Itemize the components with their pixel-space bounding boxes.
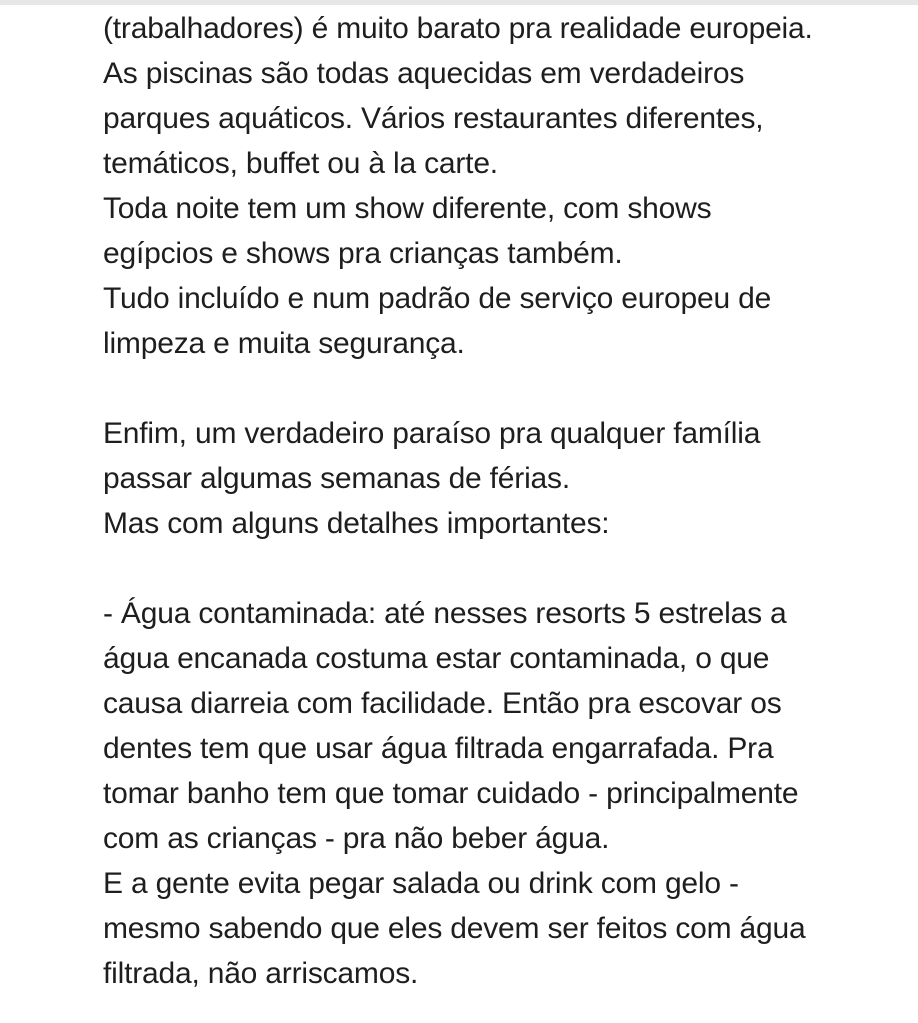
text-line: - Água contaminada: até nesses resorts 5 estrelas a <box>103 597 787 630</box>
text-line: Enfim, um verdadeiro paraíso pra qualquer família <box>103 417 761 450</box>
text-line: água encanada costuma estar contaminada, o que <box>103 642 770 675</box>
text-line: causa diarreia com facilidade. Então pra escovar os <box>103 687 782 720</box>
text-line: E a gente evita pegar salada ou drink com gelo - <box>103 867 739 900</box>
text-line: (trabalhadores) é muito barato pra realidade europeia. <box>103 12 813 45</box>
text-line: egípcios e shows pra crianças também. <box>103 237 623 270</box>
text-line: passar algumas semanas de férias. <box>103 462 570 495</box>
post-text-body <box>0 5 918 996</box>
text-line: tomar banho tem que tomar cuidado - principalmente <box>103 777 799 810</box>
text-line: As piscinas são todas aquecidas em verdadeiros <box>103 57 745 90</box>
text-line: parques aquáticos. Vários restaurantes diferentes, <box>103 102 764 135</box>
text-line: Mas com alguns detalhes importantes: <box>103 507 610 540</box>
text-line: filtrada, não arriscamos. <box>103 957 419 990</box>
text-line: mesmo sabendo que eles devem ser feitos com água <box>103 912 806 945</box>
text-line: com as crianças - pra não beber água. <box>103 822 610 855</box>
paragraph <box>103 591 858 996</box>
paragraph <box>103 6 858 366</box>
text-line: Tudo incluído e num padrão de serviço europeu de <box>103 282 772 315</box>
paragraph <box>103 411 858 546</box>
text-line: temáticos, buffet ou à la carte. <box>103 147 498 180</box>
text-line: dentes tem que usar água filtrada engarrafada. Pra <box>103 732 774 765</box>
text-line: Toda noite tem um show diferente, com shows <box>103 192 712 225</box>
text-line: limpeza e muita segurança. <box>103 327 465 360</box>
